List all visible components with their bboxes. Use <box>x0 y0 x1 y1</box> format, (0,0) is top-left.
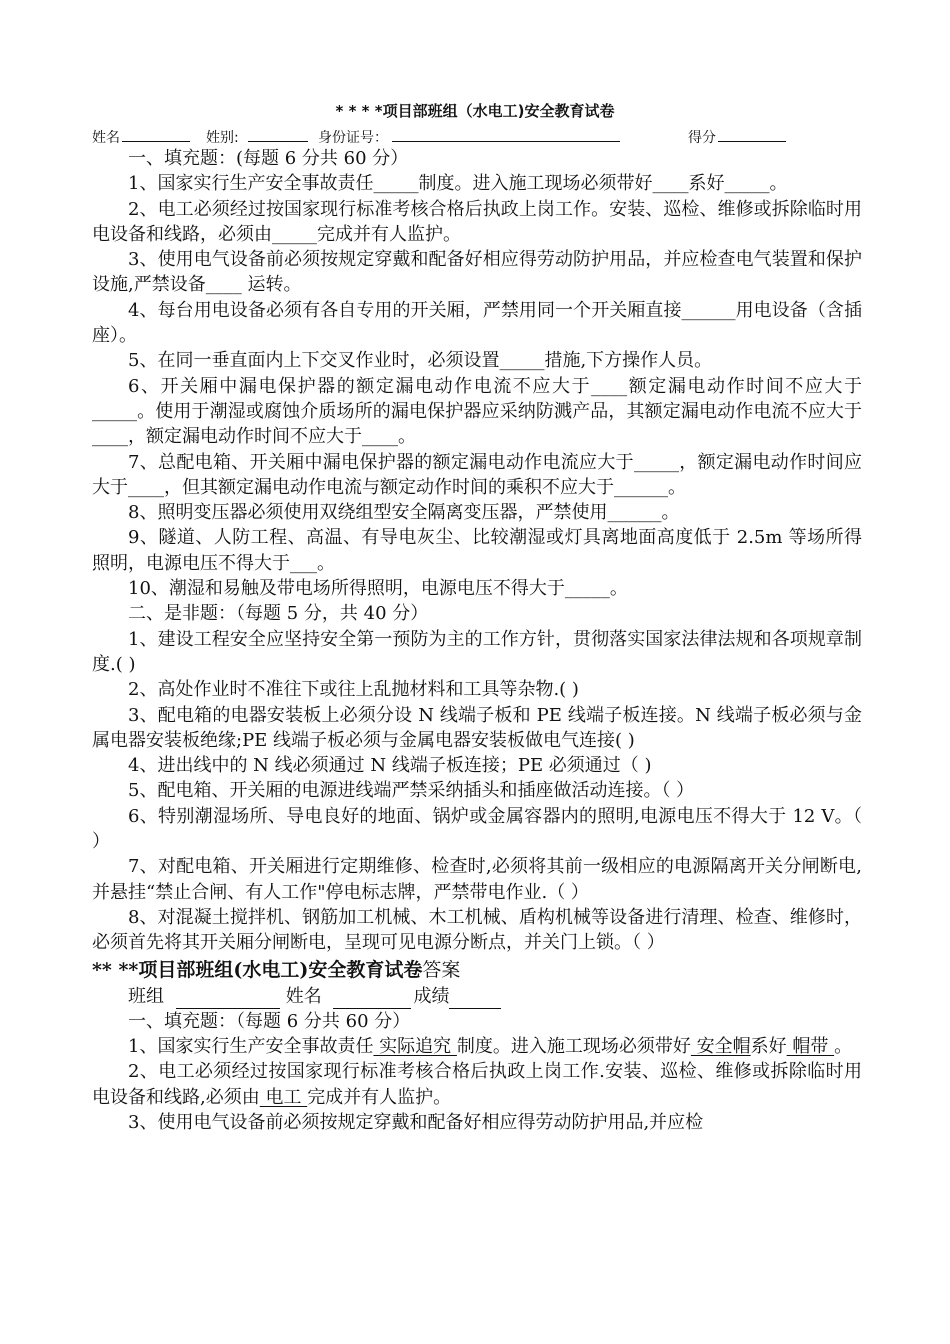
answer-1-text-mid2: 系好 <box>750 1036 787 1058</box>
tf-question-1: 1、建设工程安全应坚持安全第一预防为主的工作方针，贯彻落实国家法律法规和各项规章制度.( ) <box>92 628 862 675</box>
answer-info-row <box>92 984 862 1009</box>
answer-1 <box>92 1034 862 1059</box>
name-label: 姓名 <box>92 130 120 146</box>
tf-question-6: 6、特别潮湿场所、导电良好的地面、锅炉或金属容器内的照明,电源电压不得大于 12 V。（ ） <box>92 805 862 853</box>
tf-question-8: 8、对混凝土搅拌机、钢筋加工机械、木工机械、盾构机械等设备进行清理、检查、维修时，必须首先将其开关厢分闸断电，呈现可见电源分断点，并关门上锁。（ ） <box>92 906 862 954</box>
id-blank[interactable] <box>392 127 620 142</box>
exam-body <box>92 146 862 1135</box>
answer-2-text-end: 完成并有人监护。 <box>307 1086 452 1108</box>
answer-1-blank-2: 安全帽 <box>690 1036 751 1058</box>
tf-question-3: 3、配电箱的电器安装板上必须分设 N 线端子板和 PE 线端子板连接。N 线端子板必须与金属电器安装板绝缘;PE 线端子板必须与金属电器安装板做电气连接( ) <box>92 704 862 751</box>
answer-section-fill-in-title: 一、填充题：（每题 6 分共 60 分） <box>128 1010 411 1032</box>
tf-question-7: 7、对配电箱、开关厢进行定期维修、检查时,必须将其前一级相应的电源隔离开关分闸断电,并悬挂“禁止合闸、有人工作"停电标志牌，严禁带电作业.（ ） <box>92 856 862 903</box>
answer-name-blank[interactable] <box>333 994 411 1009</box>
tf-question-2: 2、高处作业时不准往下或往上乱抛材料和工具等杂物.( ) <box>128 679 579 701</box>
answer-2-text: 2、电工必须经过按国家现行标准考核合格后执政上岗工作.安装、巡检、维修或拆除临时用电设备和线路,必须由 <box>92 1061 862 1108</box>
answer-1-text-mid: 制度。进入施工现场必须带好 <box>456 1036 691 1058</box>
answer-score-label: 成绩 <box>413 985 450 1007</box>
question-6: 6、开关厢中漏电保护器的额定漏电动作电流不应大于____额定漏电动作时间不应大于_____。使用于潮湿或腐蚀介质场所的漏电保护器应采纳防溅产品，其额定漏电动作电流不应大于____，额定漏电动作时间不应大于____。 <box>92 375 862 448</box>
question-1: 1、国家实行生产安全事故责任_____制度。进入施工现场必须带好____系好_____。 <box>128 173 788 195</box>
answer-1-text: 1、国家实行生产安全事故责任 <box>128 1036 374 1058</box>
question-2: 2、电工必须经过按国家现行标准考核合格后执政上岗工作。安装、巡检、维修或拆除临时用电设备和线路，必须由_____完成并有人监护。 <box>92 198 862 245</box>
id-label: 身份证号： <box>318 130 388 146</box>
answer-title-suffix: 答案 <box>422 958 461 981</box>
question-5: 5、在同一垂直面内上下交叉作业时，必须设置_____措施,下方操作人员。 <box>128 350 713 372</box>
class-blank[interactable] <box>176 994 280 1009</box>
answer-1-blank-1: 实际追究 <box>373 1036 457 1058</box>
question-9: 9、隧道、人防工程、高温、有导电灰尘、比较潮湿或灯具离地面高度低于 2.5m 等场所得照明，电源电压不得大于___。 <box>92 527 862 574</box>
student-info-row <box>92 127 872 147</box>
score-blank[interactable] <box>718 127 786 142</box>
answer-name-label: 姓名 <box>285 985 322 1007</box>
gender-label: 姓别: <box>206 130 239 146</box>
answer-title <box>92 956 862 984</box>
question-8: 8、照明变压器必须使用双绕组型安全隔离变压器，严禁使用______。 <box>128 502 680 524</box>
answer-title-text: ** **项目部班组(水电工)安全教育试卷 <box>92 958 423 981</box>
answer-score-blank[interactable] <box>449 994 501 1009</box>
section-fill-in-title: 一、填充题：(每题 6 分共 60 分） <box>128 148 409 169</box>
answer-1-blank-3: 帽带 <box>786 1036 835 1058</box>
exam-title: * * * *项目部班组（水电工)安全教育试卷 <box>335 102 615 120</box>
question-4: 4、每台用电设备必须有各自专用的开关厢，严禁用同一个开关厢直接______用电设备（含插座）。 <box>92 299 862 347</box>
section-true-false-title: 二、是非题：（每题 5 分，共 40 分） <box>128 603 429 625</box>
gender-blank[interactable] <box>248 127 308 142</box>
class-label: 班组 <box>128 985 164 1007</box>
name-blank[interactable] <box>122 127 190 142</box>
question-3: 3、使用电气设备前必须按规定穿戴和配备好相应得劳动防护用品，并应检查电气装置和保护设施,严禁设备____ 运转。 <box>92 249 862 296</box>
answer-3: 3、使用电气设备前必须按规定穿戴和配备好相应得劳动防护用品,并应检 <box>128 1111 704 1133</box>
question-7: 7、总配电箱、开关厢中漏电保护器的额定漏电动作电流应大于_____，额定漏电动作时间应大于____，但其额定漏电动作电流与额定动作时间的乘积不应大于______。 <box>92 451 862 498</box>
tf-question-5: 5、配电箱、开关厢的电源进线端严禁采纳插头和插座做活动连接。（ ） <box>128 780 695 802</box>
tf-question-4: 4、进出线中的 N 线必须通过 N 线端子板连接；PE 必须通过（ ) <box>128 755 652 777</box>
answer-2-blank: 电工 <box>259 1086 308 1108</box>
score-label: 得分 <box>688 130 716 146</box>
answer-2 <box>92 1059 862 1110</box>
answer-1-text-end: 。 <box>834 1036 853 1058</box>
question-10: 10、潮湿和易触及带电场所得照明，电源电压不得大于_____。 <box>128 578 628 600</box>
